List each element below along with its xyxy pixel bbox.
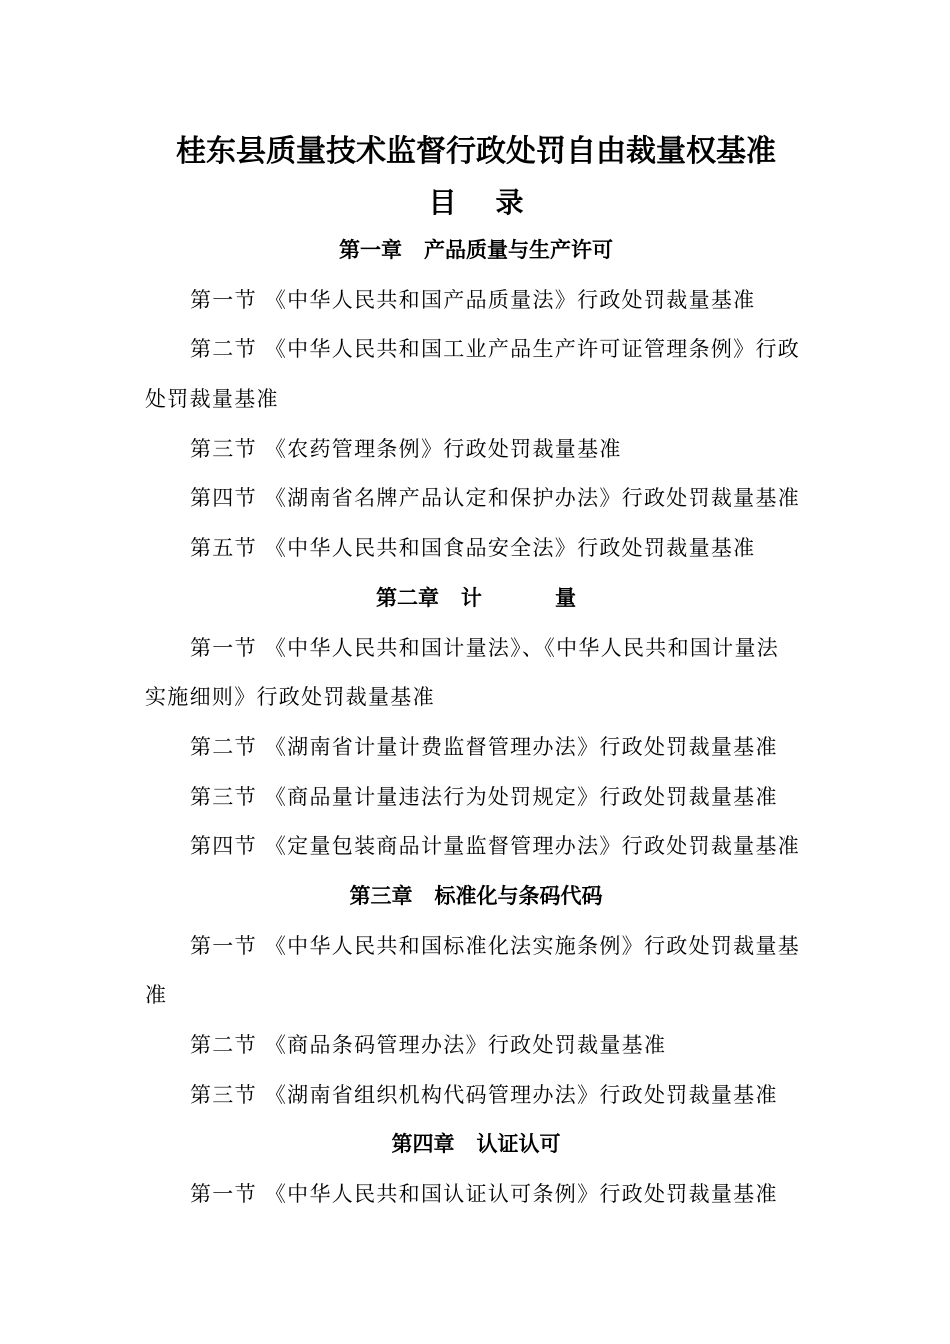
toc-section-entry: 第一节 《中华人民共和国认证认可条例》行政处罚裁量基准 <box>190 1182 778 1207</box>
toc-section-entry: 第四节 《定量包装商品计量监督管理办法》行政处罚裁量基准 <box>190 834 801 859</box>
toc-heading: 目 录 <box>428 186 524 219</box>
toc-section-entry: 第一节 《中华人民共和国产品质量法》行政处罚裁量基准 <box>190 287 756 312</box>
toc-entry-continuation: 实施细则》行政处罚裁量基准 <box>145 685 435 710</box>
toc-section-entry: 第三节 《湖南省组织机构代码管理办法》行政处罚裁量基准 <box>190 1082 778 1107</box>
toc-chapter-heading: 第二章 计 量 <box>375 585 577 610</box>
toc-section-entry: 第二节 《商品条码管理办法》行政处罚裁量基准 <box>190 1033 667 1057</box>
toc-entry-continuation: 处罚裁量基准 <box>145 387 279 412</box>
toc-section-entry: 第三节 《商品量计量违法行为处罚规定》行政处罚裁量基准 <box>190 784 778 809</box>
toc-section-entry: 第三节 《农药管理条例》行政处罚裁量基准 <box>190 436 622 461</box>
toc-chapter-heading: 第一章 产品质量与生产许可 <box>339 238 613 262</box>
toc-list <box>145 226 807 1220</box>
toc-section-entry: 第一节 《中华人民共和国标准化法实施条例》行政处罚裁量基 <box>190 933 801 958</box>
toc-section-entry: 第一节 《中华人民共和国计量法》、《中华人民共和国计量法 <box>190 635 780 660</box>
toc-chapter-heading: 第三章 标准化与条码代码 <box>349 883 603 908</box>
toc-section-entry: 第四节 《湖南省名牌产品认定和保护办法》行政处罚裁量基准 <box>190 486 801 511</box>
toc-entry-continuation: 准 <box>145 983 168 1008</box>
document-title: 桂东县质量技术监督行政处罚自由裁量权基准 <box>176 134 776 169</box>
toc-section-entry: 第二节 《湖南省计量计费监督管理办法》行政处罚裁量基准 <box>190 734 778 759</box>
toc-section-entry: 第五节 《中华人民共和国食品安全法》行政处罚裁量基准 <box>190 536 756 561</box>
toc-chapter-heading: 第四章 认证认可 <box>391 1132 561 1157</box>
toc-section-entry: 第二节 《中华人民共和国工业产品生产许可证管理条例》行政 <box>190 337 801 362</box>
